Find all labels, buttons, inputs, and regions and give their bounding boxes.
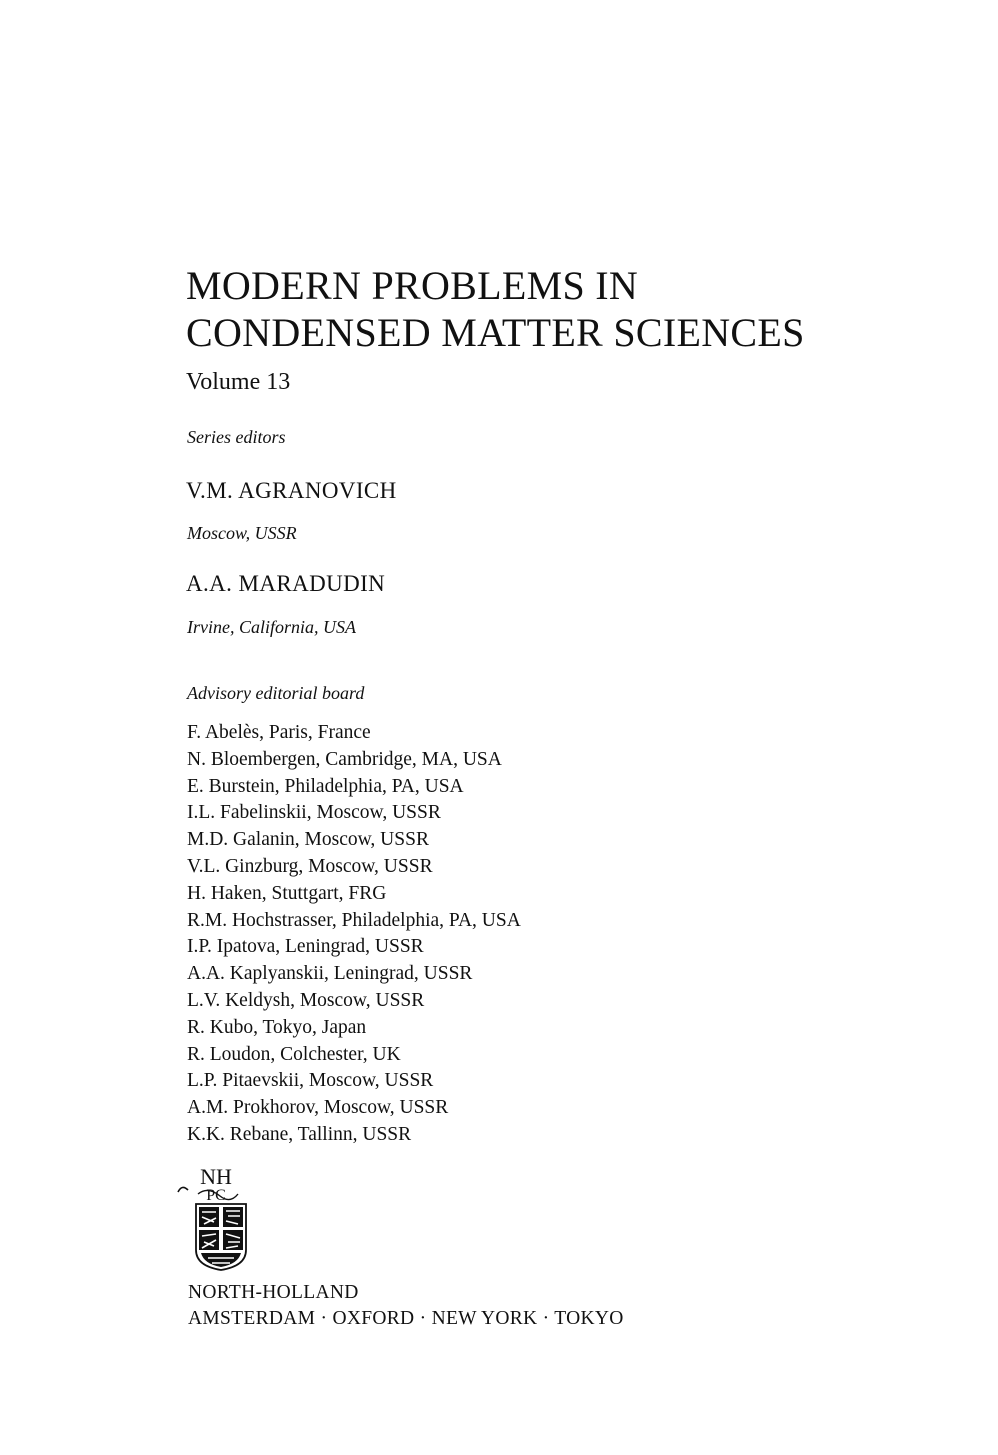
board-member: L.P. Pitaevskii, Moscow, USSR	[187, 1070, 434, 1092]
board-member: I.L. Fabelinskii, Moscow, USSR	[187, 802, 441, 824]
board-member: I.P. Ipatova, Leningrad, USSR	[187, 936, 424, 958]
publisher-imprint	[188, 1280, 624, 1332]
volume-number: Volume 13	[186, 369, 291, 395]
board-member: V.L. Ginzburg, Moscow, USSR	[187, 855, 433, 877]
editor-location-1: Moscow, USSR	[187, 523, 297, 543]
series-title-line-2: CONDENSED MATTER SCIENCES	[186, 310, 805, 355]
north-holland-logo-icon	[174, 1164, 258, 1274]
board-member: H. Haken, Stuttgart, FRG	[187, 882, 387, 904]
board-member: K.K. Rebane, Tallinn, USSR	[187, 1123, 412, 1145]
board-member: R. Loudon, Colchester, UK	[187, 1043, 401, 1065]
advisory-board-label: Advisory editorial board	[187, 683, 365, 703]
publisher-cities: AMSTERDAM · OXFORD · NEW YORK · TOKYO	[188, 1308, 624, 1329]
series-title-line-1: MODERN PROBLEMS IN	[186, 263, 639, 308]
publisher-name: NORTH-HOLLAND	[188, 1282, 359, 1303]
board-member: R. Kubo, Tokyo, Japan	[187, 1016, 367, 1038]
series-editors-label: Series editors	[187, 427, 286, 447]
series-title	[186, 262, 805, 356]
board-member: L.V. Keldysh, Moscow, USSR	[187, 989, 425, 1011]
board-member: A.A. Kaplyanskii, Leningrad, USSR	[187, 963, 473, 985]
advisory-board-list	[187, 720, 521, 1149]
editor-name-1: V.M. AGRANOVICH	[186, 478, 397, 503]
editor-name-2: A.A. MARADUDIN	[186, 571, 386, 596]
board-member: M.D. Galanin, Moscow, USSR	[187, 829, 429, 851]
logo-top-text: NH	[200, 1164, 232, 1189]
board-member: E. Burstein, Philadelphia, PA, USA	[187, 775, 464, 797]
editor-location-2: Irvine, California, USA	[187, 617, 356, 637]
board-member: R.M. Hochstrasser, Philadelphia, PA, USA	[187, 909, 521, 931]
board-member: F. Abelès, Paris, France	[187, 722, 371, 743]
board-member: N. Bloembergen, Cambridge, MA, USA	[187, 748, 502, 770]
board-member: A.M. Prokhorov, Moscow, USSR	[187, 1097, 449, 1119]
logo-side-text: PC	[206, 1187, 226, 1204]
